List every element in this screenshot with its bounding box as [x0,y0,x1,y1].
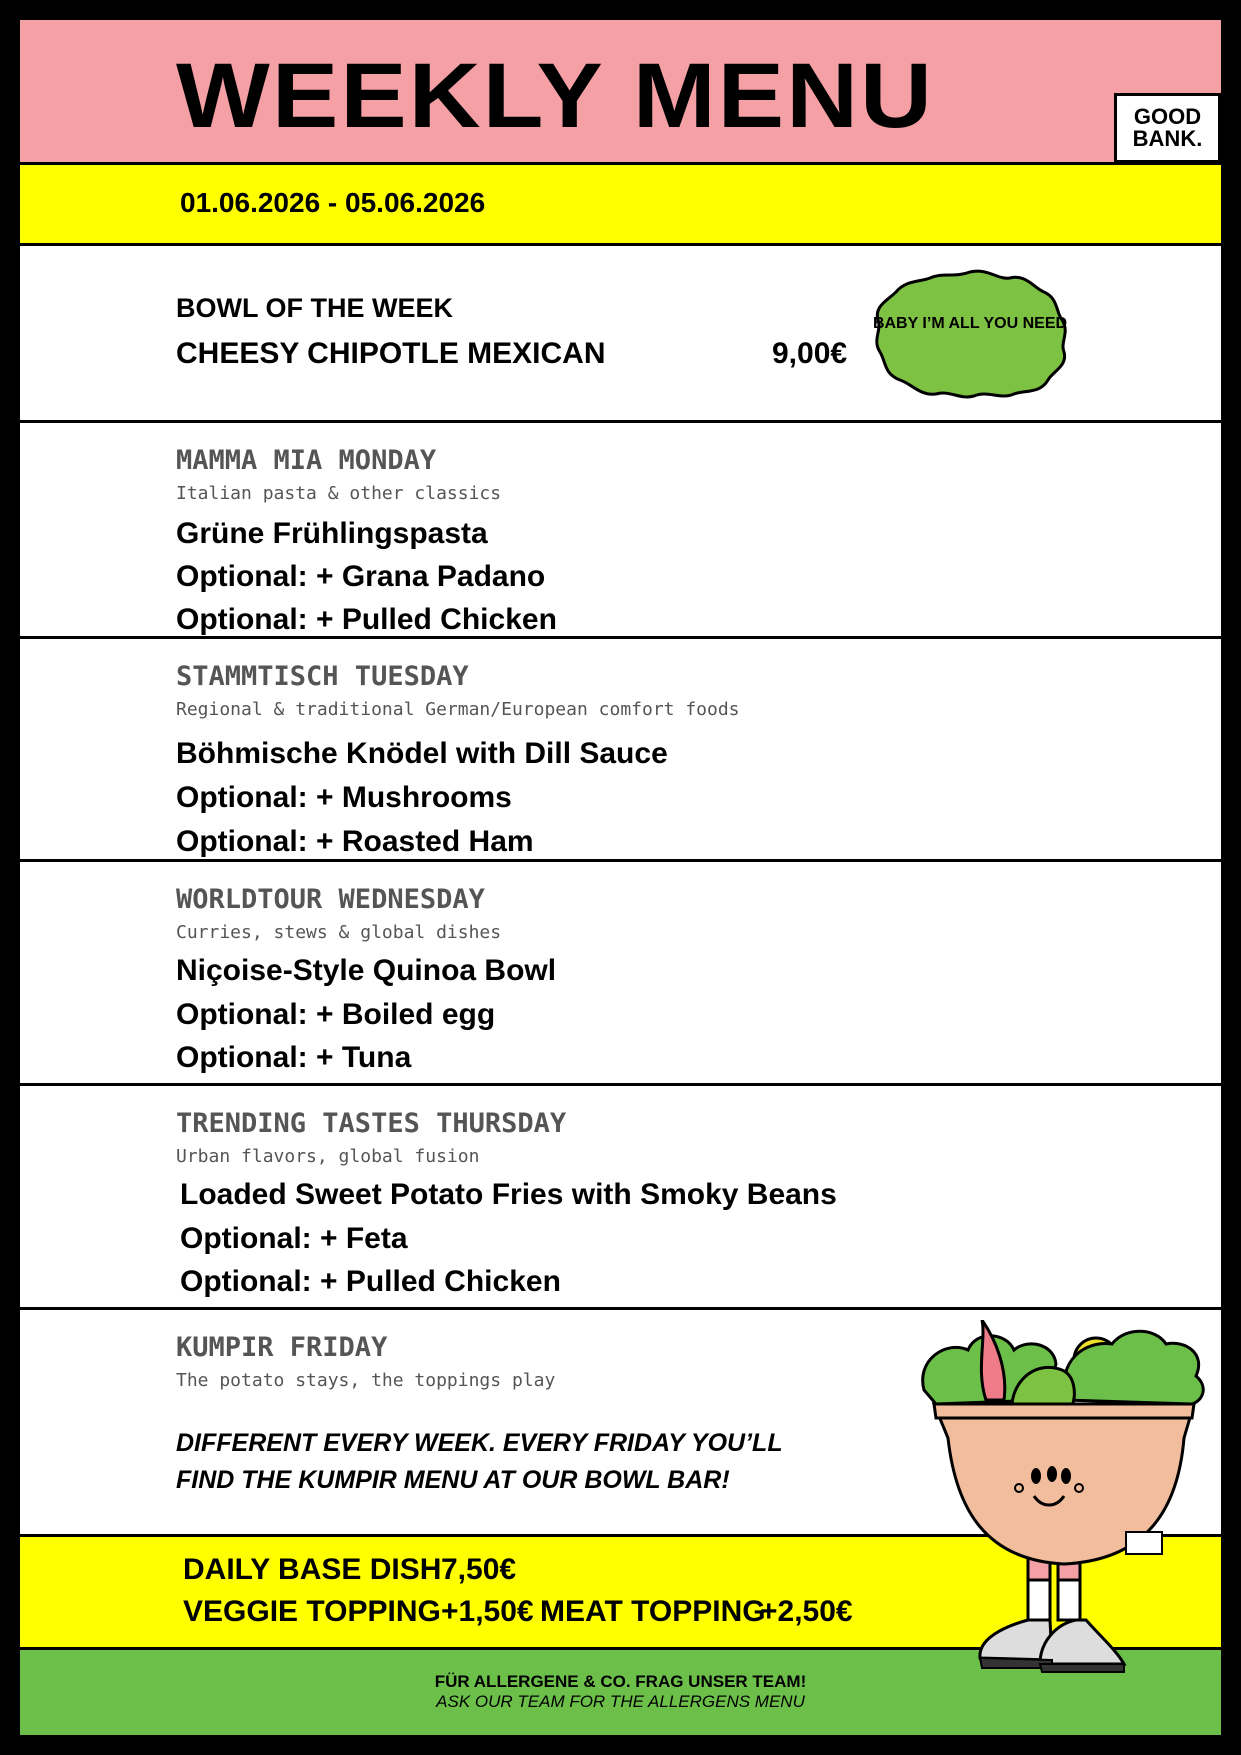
day-subtitle: Regional & traditional German/European comfort foods [176,699,740,720]
good-bank-logo [1114,93,1221,163]
allergen-note-de: FÜR ALLERGENE & CO. FRAG UNSER TEAM! [434,1672,807,1691]
header [20,20,1221,165]
dish-option: Optional: + Pulled Chicken [176,603,557,636]
wednesday-section [20,862,1221,1086]
dish-option: Optional: + Roasted Ham [176,825,534,858]
date-range: 01.06.2026 - 05.06.2026 [180,187,486,218]
day-title: MAMMA MIA MONDAY [176,445,437,476]
salad-bowl-mascot-icon [916,1320,1221,1705]
bowl-name: CHEESY CHIPOTLE MEXICAN [176,337,606,370]
dish-main: Loaded Sweet Potato Fries with Smoky Beans [180,1178,837,1211]
monday-section [20,423,1221,639]
dish-option: Optional: + Pulled Chicken [180,1265,561,1298]
kumpir-note-line-1: DIFFERENT EVERY WEEK. EVERY FRIDAY YOU’LL [176,1429,783,1457]
bowl-of-the-week-section [20,246,1221,423]
dish-option: Optional: + Grana Padano [176,560,546,593]
dish-option: Optional: + Tuna [176,1041,412,1074]
dish-main: Grüne Frühlingspasta [176,517,488,550]
bowl-label: BOWL OF THE WEEK [176,293,453,323]
badge-text: BABY I’M ALL YOU NEED [872,315,1068,332]
dish-option: Optional: + Boiled egg [176,998,496,1031]
day-title: WORLDTOUR WEDNESDAY [176,884,485,915]
meat-topping-price: +2,50€ [760,1595,853,1628]
dish-main: Böhmische Knödel with Dill Sauce [176,737,668,770]
dish-main: Niçoise-Style Quinoa Bowl [176,954,557,987]
dish-option: Optional: + Mushrooms [176,781,512,814]
kumpir-note [176,1425,876,1499]
thursday-section [20,1086,1221,1310]
base-dish-label: DAILY BASE DISH [183,1553,442,1586]
meat-topping-label: MEAT TOPPING [540,1595,766,1628]
tuesday-section [20,639,1221,862]
day-subtitle: Italian pasta & other classics [176,483,502,504]
day-title: STAMMTISCH TUESDAY [176,661,469,692]
base-dish-price: 7,50€ [441,1553,517,1586]
menu-page [20,20,1221,1735]
veggie-topping-label: VEGGIE TOPPING [183,1595,441,1628]
kumpir-note-line-2: FIND THE KUMPIR MENU AT OUR BOWL BAR! [176,1466,730,1494]
dish-option: Optional: + Feta [180,1222,408,1255]
day-subtitle: Urban flavors, global fusion [176,1146,480,1167]
day-subtitle: Curries, stews & global dishes [176,922,502,943]
date-band [20,165,1221,246]
logo-line-2: BANK. [1132,126,1203,151]
veggie-topping-price: +1,50€ [441,1595,534,1628]
logo-line-1: GOOD [1133,104,1202,129]
allergen-note-en: ASK OUR TEAM FOR THE ALLERGENS MENU [436,1692,805,1711]
day-title: KUMPIR FRIDAY [176,1332,388,1363]
page-title: WEEKLY MENU [176,45,935,147]
day-title: TRENDING TASTES THURSDAY [176,1108,567,1139]
day-subtitle: The potato stays, the toppings play [176,1370,556,1391]
bowl-price: 9,00€ [772,337,848,370]
